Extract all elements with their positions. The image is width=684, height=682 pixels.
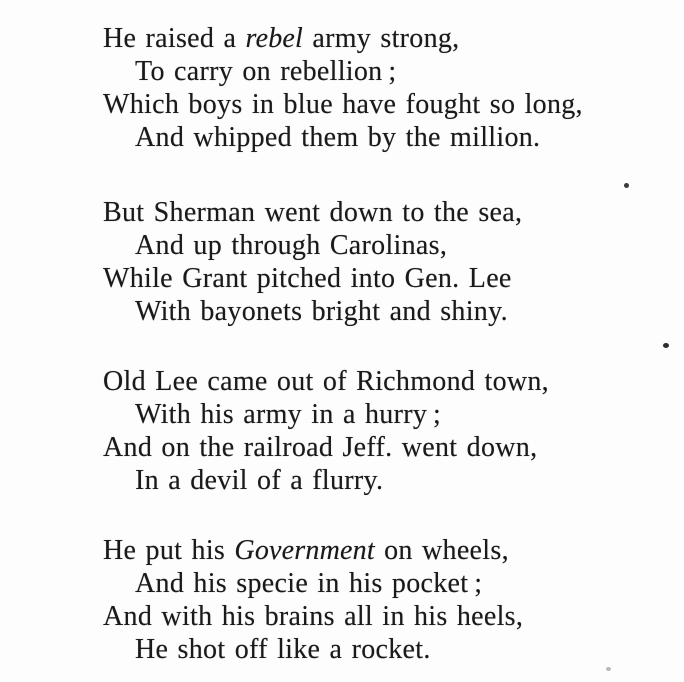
- italic-word: Government: [234, 535, 375, 566]
- poem-line: With his army in a hurry ;: [135, 399, 442, 430]
- poem-line: He raised a rebel army strong,: [103, 23, 460, 54]
- poem-line: And his specie in his pocket ;: [135, 568, 483, 599]
- poem-stanza-4: [103, 534, 684, 666]
- poem-stanza-3: [103, 365, 684, 497]
- poem-line: Old Lee came out of Richmond town,: [103, 366, 549, 397]
- ink-speck: [624, 183, 629, 188]
- poem-line: He shot off like a rocket.: [135, 634, 431, 665]
- poem-line: While Grant pitched into Gen. Lee: [103, 263, 512, 294]
- poem-stanza-1: [103, 22, 684, 154]
- poem-line: And up through Carolinas,: [135, 230, 448, 261]
- poem-line: With bayonets bright and shiny.: [135, 296, 508, 327]
- ink-speck: [663, 343, 669, 348]
- poem-line: And with his brains all in his heels,: [103, 601, 524, 632]
- poem-line: He put his Government on wheels,: [103, 535, 509, 566]
- poem-line: In a devil of a flurry.: [135, 465, 384, 496]
- poem-line: And on the railroad Jeff. went down,: [103, 432, 538, 463]
- poem-stanza-2: [103, 196, 684, 328]
- poem-line: But Sherman went down to the sea,: [103, 197, 523, 228]
- poem-line: Which boys in blue have fought so long,: [103, 89, 583, 120]
- poem-line: And whipped them by the million.: [135, 122, 541, 153]
- ink-speck: [606, 667, 611, 671]
- italic-word: rebel: [245, 23, 304, 54]
- poem-line: To carry on rebellion ;: [135, 56, 397, 87]
